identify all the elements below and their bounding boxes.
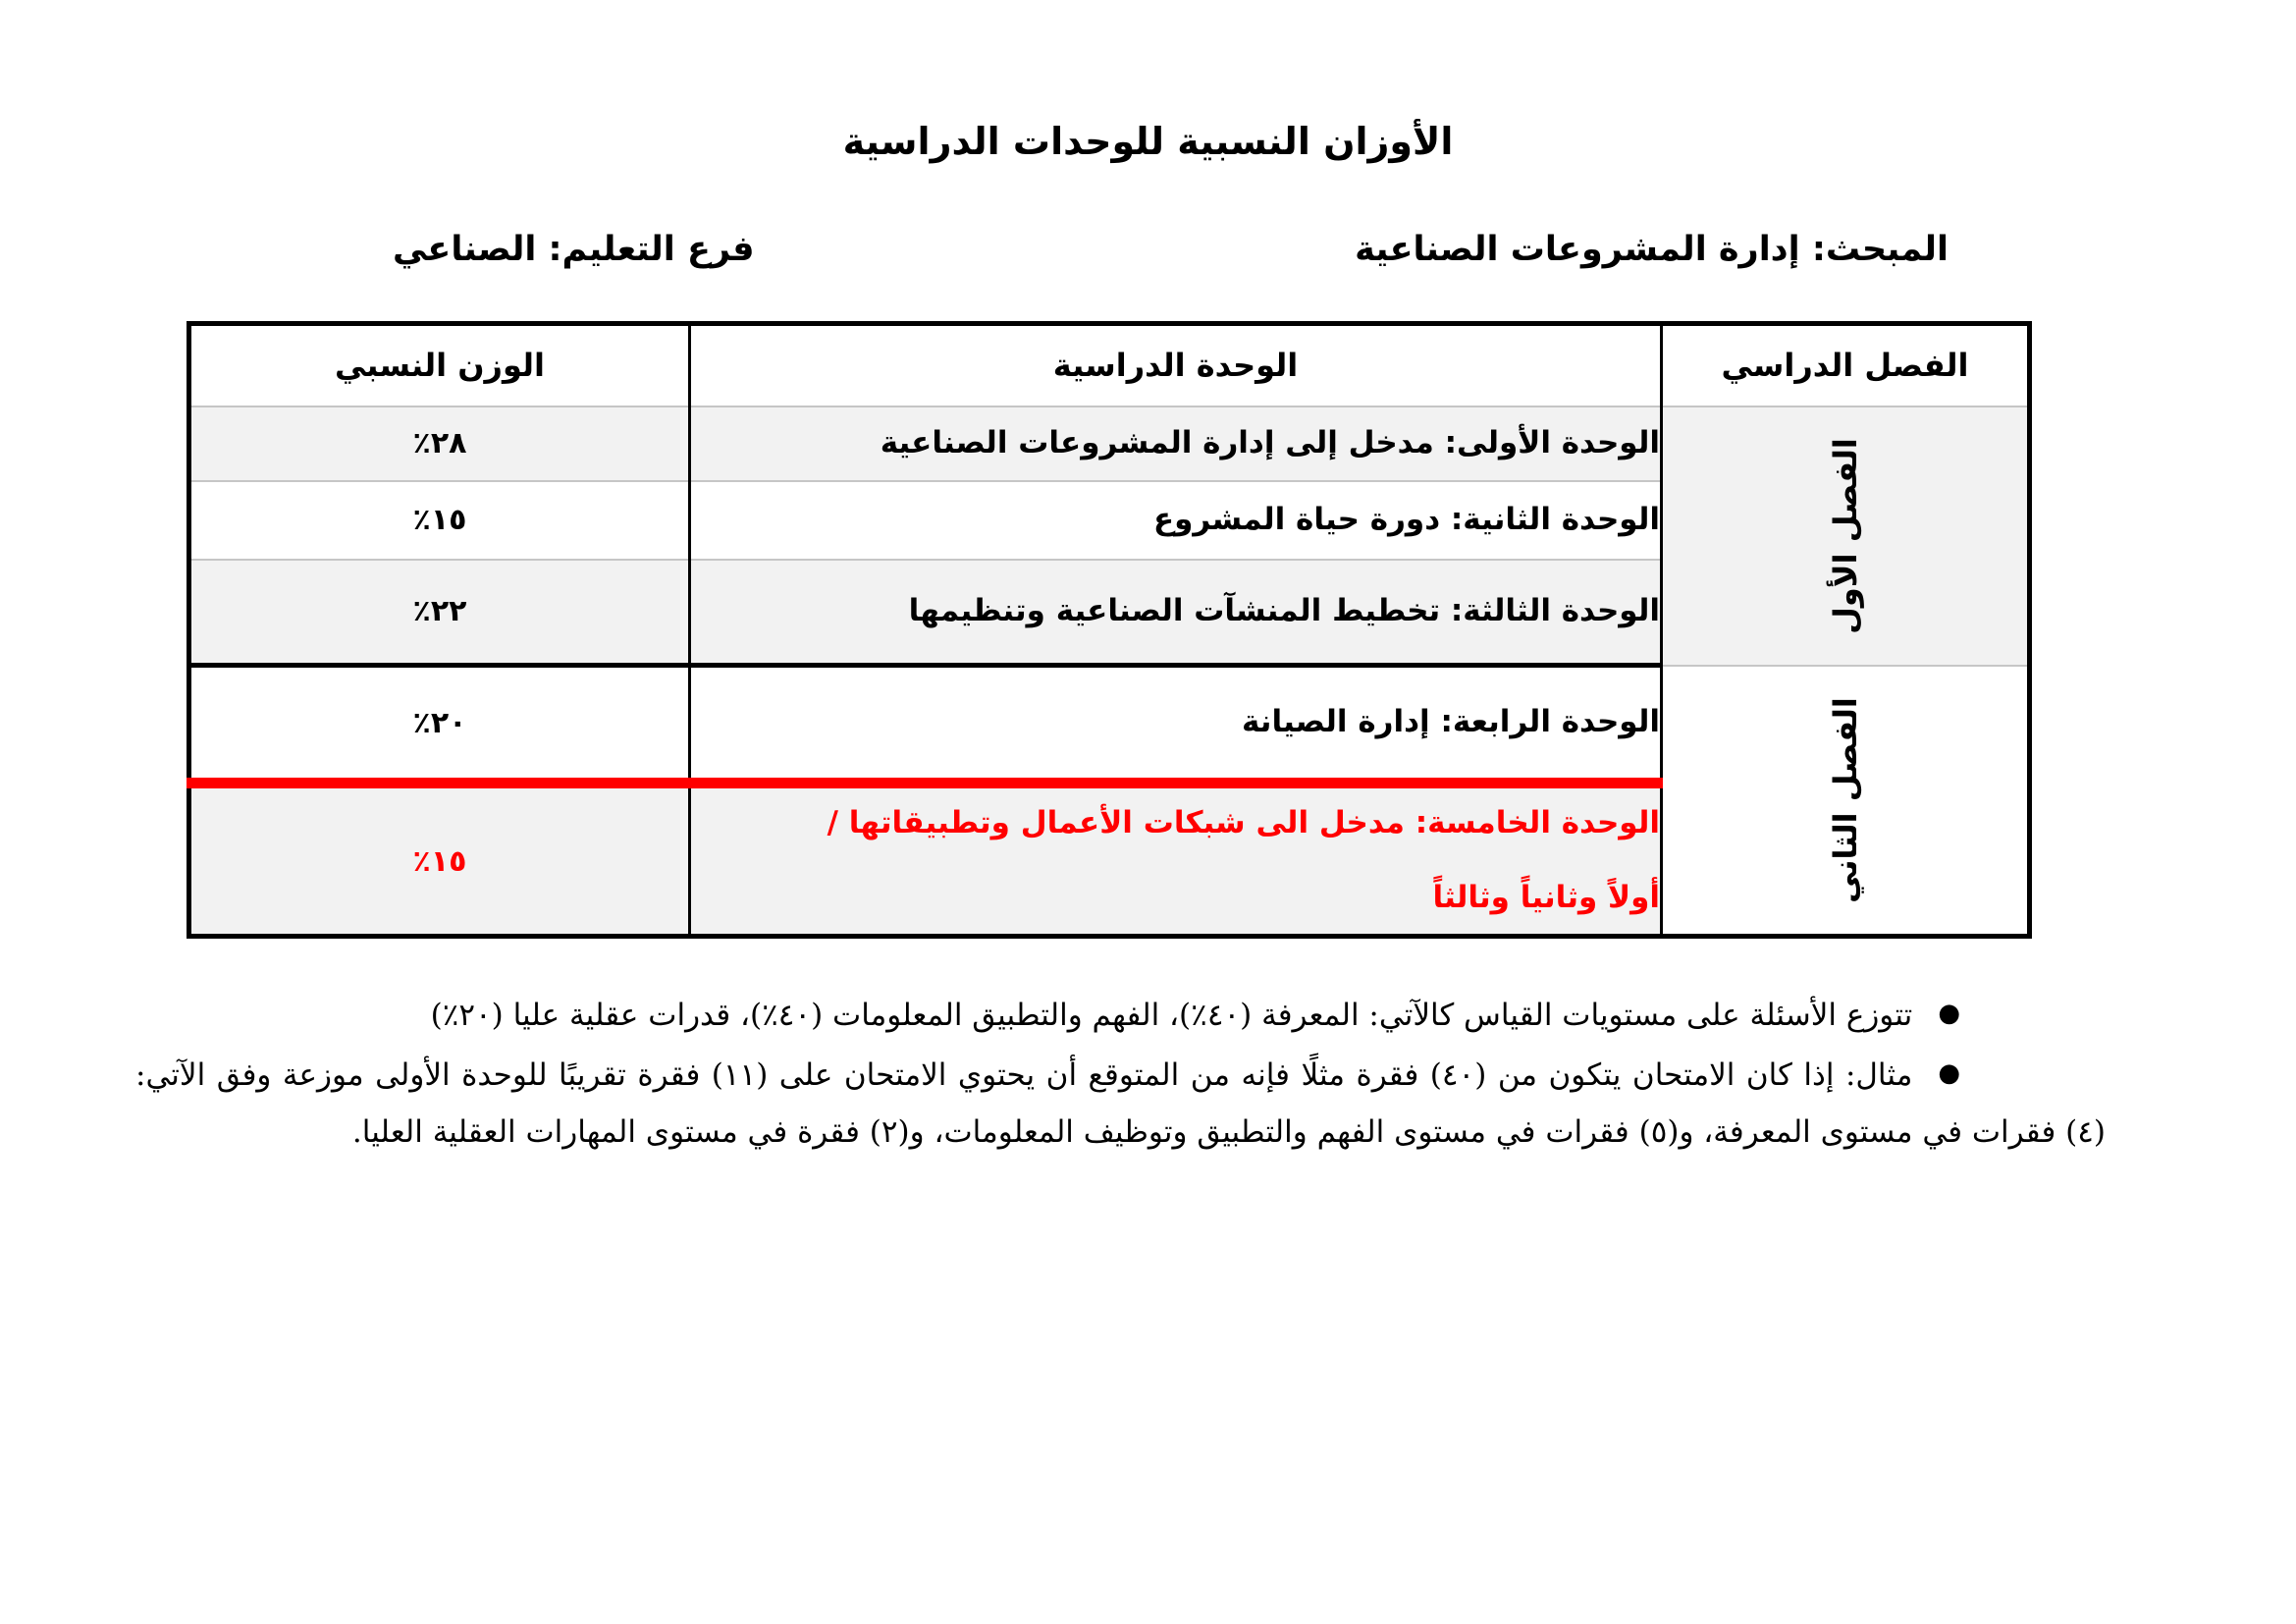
bullet-icon: ● [1938, 1058, 1961, 1088]
header-semester: الفصل الدراسي [1662, 324, 2030, 406]
table-header-row [189, 324, 2030, 406]
weights-table-wrapper [187, 321, 2031, 939]
bullet-icon: ● [1938, 999, 1960, 1028]
weight-cell-3: ٢٢٪ [189, 560, 690, 666]
subject-label: المبحث: إدارة المشروعات الصناعية [1355, 230, 1949, 269]
unit-cell-3: الوحدة الثالثة: تخطيط المنشآت الصناعية وتنظيمها [690, 560, 1662, 666]
unit-cell-2: الوحدة الثانية: دورة حياة المشروع [690, 481, 1662, 560]
unit-cell-4: الوحدة الرابعة: إدارة الصيانة [690, 666, 1662, 784]
semester-second-label: الفصل الثاني [1826, 696, 1864, 903]
table-row [189, 666, 2030, 784]
unit-cell-5 [690, 784, 1662, 937]
weight-cell-2: ١٥٪ [189, 481, 690, 560]
weight-cell-1: ٢٨٪ [189, 406, 690, 481]
unit-5-line-2: أولاً وثانياً وثالثاً [1432, 880, 1660, 915]
note-item-2 [135, 1048, 2106, 1161]
subtitle-row [393, 230, 1949, 269]
header-weight: الوزن النسبي [189, 324, 690, 406]
semester-cell-second [1662, 666, 2030, 937]
semester-cell-first [1662, 406, 2030, 666]
branch-label: فرع التعليم: الصناعي [393, 230, 755, 269]
notes-list [135, 988, 2106, 1164]
table-row [189, 406, 2030, 481]
page-title: الأوزان النسبية للوحدات الدراسية [842, 120, 1454, 163]
note-2-text: مثال: إذا كان الامتحان يتكون من (٤٠) فقرة مثلًا فإنه من المتوقع أن يحتوي الامتحان على (١١) فقرة تقريبًا للوحدة الأولى موزعة وفق الآتي: (٤) فقرات في مستوى المعرفة، و(٥) فقرات في مستوى الفهم والتطبيق وتوظيف المعلومات، و(٢) فقرة في مستوى المهارات العقلية العليا. [135, 1057, 2106, 1150]
unit-5-line-1: الوحدة الخامسة: مدخل الى شبكات الأعمال وتطبيقاتها / [827, 805, 1660, 841]
weights-table [187, 321, 2032, 939]
weight-cell-5: ١٥٪ [189, 784, 690, 937]
semester-first-label: الفصل الأول [1826, 437, 1864, 634]
weight-cell-4: ٢٠٪ [189, 666, 690, 784]
note-item-1 [135, 988, 2106, 1045]
header-unit: الوحدة الدراسية [690, 324, 1662, 406]
note-1-text: تتوزع الأسئلة على مستويات القياس كالآتي: المعرفة (٤٠٪)، الفهم والتطبيق المعلومات (٤٠٪)، قدرات عقلية عليا (٢٠٪) [430, 998, 1913, 1033]
unit-cell-1: الوحدة الأولى: مدخل إلى إدارة المشروعات الصناعية [690, 406, 1662, 481]
